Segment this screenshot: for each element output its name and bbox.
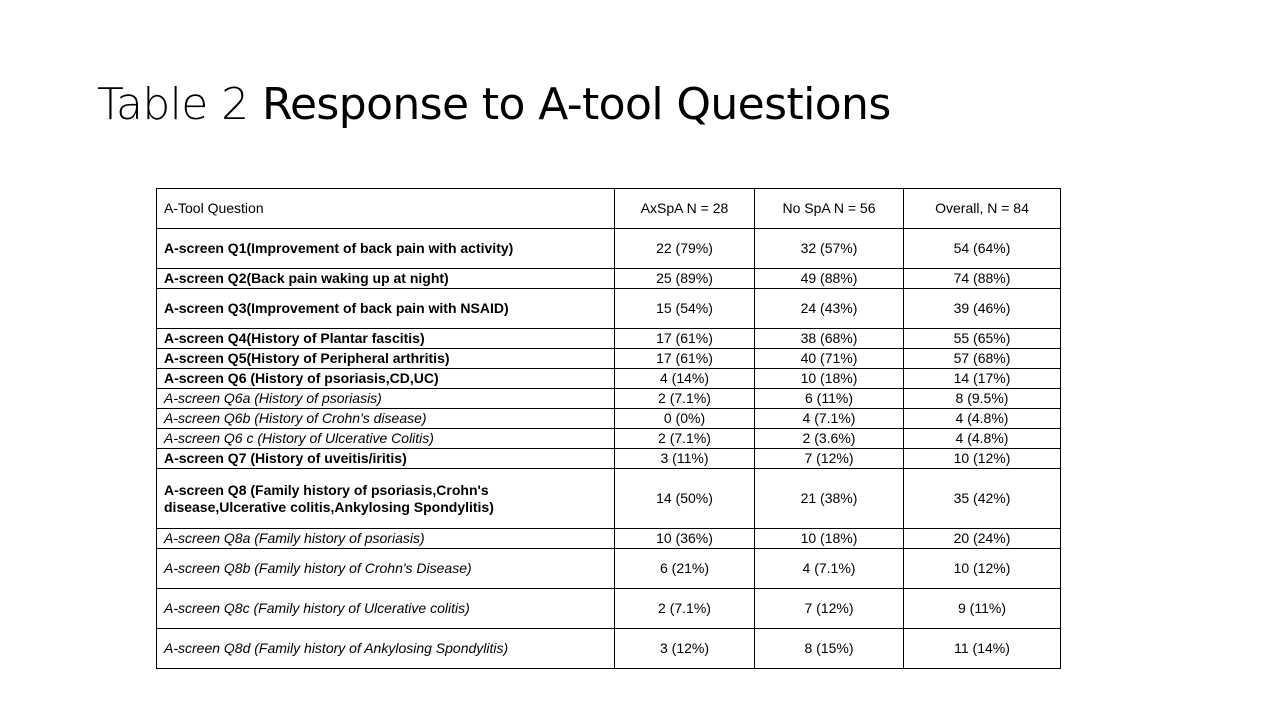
table-row [157,289,1061,329]
no-spa-cell: 49 (88%) [755,269,904,289]
overall-cell: 57 (68%) [904,349,1061,369]
no-spa-cell: 7 (12%) [755,589,904,629]
question-cell: A-screen Q5(History of Peripheral arthritis) [157,349,615,369]
overall-cell: 10 (12%) [904,549,1061,589]
axspa-cell: 4 (14%) [615,369,755,389]
response-table [156,188,1061,669]
overall-cell: 8 (9.5%) [904,389,1061,409]
no-spa-cell: 40 (71%) [755,349,904,369]
no-spa-cell: 6 (11%) [755,389,904,409]
overall-cell: 9 (11%) [904,589,1061,629]
table-row [157,449,1061,469]
question-cell: A-screen Q2(Back pain waking up at night) [157,269,615,289]
table-row [157,409,1061,429]
no-spa-cell: 10 (18%) [755,529,904,549]
no-spa-cell: 8 (15%) [755,629,904,669]
overall-cell: 55 (65%) [904,329,1061,349]
axspa-cell: 17 (61%) [615,349,755,369]
no-spa-cell: 4 (7.1%) [755,549,904,589]
question-cell: A-screen Q6 (History of psoriasis,CD,UC) [157,369,615,389]
table-row [157,589,1061,629]
table-row [157,269,1061,289]
header-no-spa: No SpA N = 56 [755,189,904,229]
no-spa-cell: 32 (57%) [755,229,904,269]
axspa-cell: 2 (7.1%) [615,389,755,409]
axspa-cell: 25 (89%) [615,269,755,289]
overall-cell: 4 (4.8%) [904,429,1061,449]
question-cell: A-screen Q6a (History of psoriasis) [157,389,615,409]
table-row [157,389,1061,409]
table-row [157,229,1061,269]
axspa-cell: 3 (11%) [615,449,755,469]
title-prefix: Table 2 [97,79,249,130]
no-spa-cell: 2 (3.6%) [755,429,904,449]
question-cell: A-screen Q8c (Family history of Ulcerative colitis) [157,589,615,629]
no-spa-cell: 7 (12%) [755,449,904,469]
axspa-cell: 14 (50%) [615,469,755,529]
table-row [157,349,1061,369]
overall-cell: 14 (17%) [904,369,1061,389]
table-body [157,189,1061,669]
question-cell: A-screen Q8a (Family history of psoriasis) [157,529,615,549]
axspa-cell: 3 (12%) [615,629,755,669]
header-overall: Overall, N = 84 [904,189,1061,229]
axspa-cell: 17 (61%) [615,329,755,349]
slide-title [97,72,891,138]
table-row [157,529,1061,549]
question-cell: A-screen Q8 (Family history of psoriasis,Crohn's disease,Ulcerative colitis,Ankylosing Spondylitis) [157,469,615,529]
overall-cell: 20 (24%) [904,529,1061,549]
table-row [157,629,1061,669]
question-cell: A-screen Q1(Improvement of back pain with activity) [157,229,615,269]
question-cell: A-screen Q6 c (History of Ulcerative Colitis) [157,429,615,449]
axspa-cell: 2 (7.1%) [615,589,755,629]
question-cell: A-screen Q8d (Family history of Ankylosing Spondylitis) [157,629,615,669]
no-spa-cell: 4 (7.1%) [755,409,904,429]
header-question: A-Tool Question [157,189,615,229]
question-cell: A-screen Q6b (History of Crohn's disease) [157,409,615,429]
table-row [157,469,1061,529]
table-row [157,429,1061,449]
overall-cell: 74 (88%) [904,269,1061,289]
no-spa-cell: 38 (68%) [755,329,904,349]
table-row [157,369,1061,389]
title-main: Response to A-tool Questions [261,79,891,130]
question-cell: A-screen Q4(History of Plantar fascitis) [157,329,615,349]
axspa-cell: 10 (36%) [615,529,755,549]
axspa-cell: 2 (7.1%) [615,429,755,449]
no-spa-cell: 10 (18%) [755,369,904,389]
header-axspa: AxSpA N = 28 [615,189,755,229]
overall-cell: 11 (14%) [904,629,1061,669]
overall-cell: 35 (42%) [904,469,1061,529]
overall-cell: 10 (12%) [904,449,1061,469]
axspa-cell: 15 (54%) [615,289,755,329]
overall-cell: 4 (4.8%) [904,409,1061,429]
axspa-cell: 6 (21%) [615,549,755,589]
axspa-cell: 22 (79%) [615,229,755,269]
table-row [157,549,1061,589]
header-row [157,189,1061,229]
no-spa-cell: 24 (43%) [755,289,904,329]
no-spa-cell: 21 (38%) [755,469,904,529]
question-cell: A-screen Q8b (Family history of Crohn's Disease) [157,549,615,589]
question-cell: A-screen Q7 (History of uveitis/iritis) [157,449,615,469]
question-cell: A-screen Q3(Improvement of back pain with NSAID) [157,289,615,329]
table-row [157,329,1061,349]
overall-cell: 54 (64%) [904,229,1061,269]
axspa-cell: 0 (0%) [615,409,755,429]
overall-cell: 39 (46%) [904,289,1061,329]
